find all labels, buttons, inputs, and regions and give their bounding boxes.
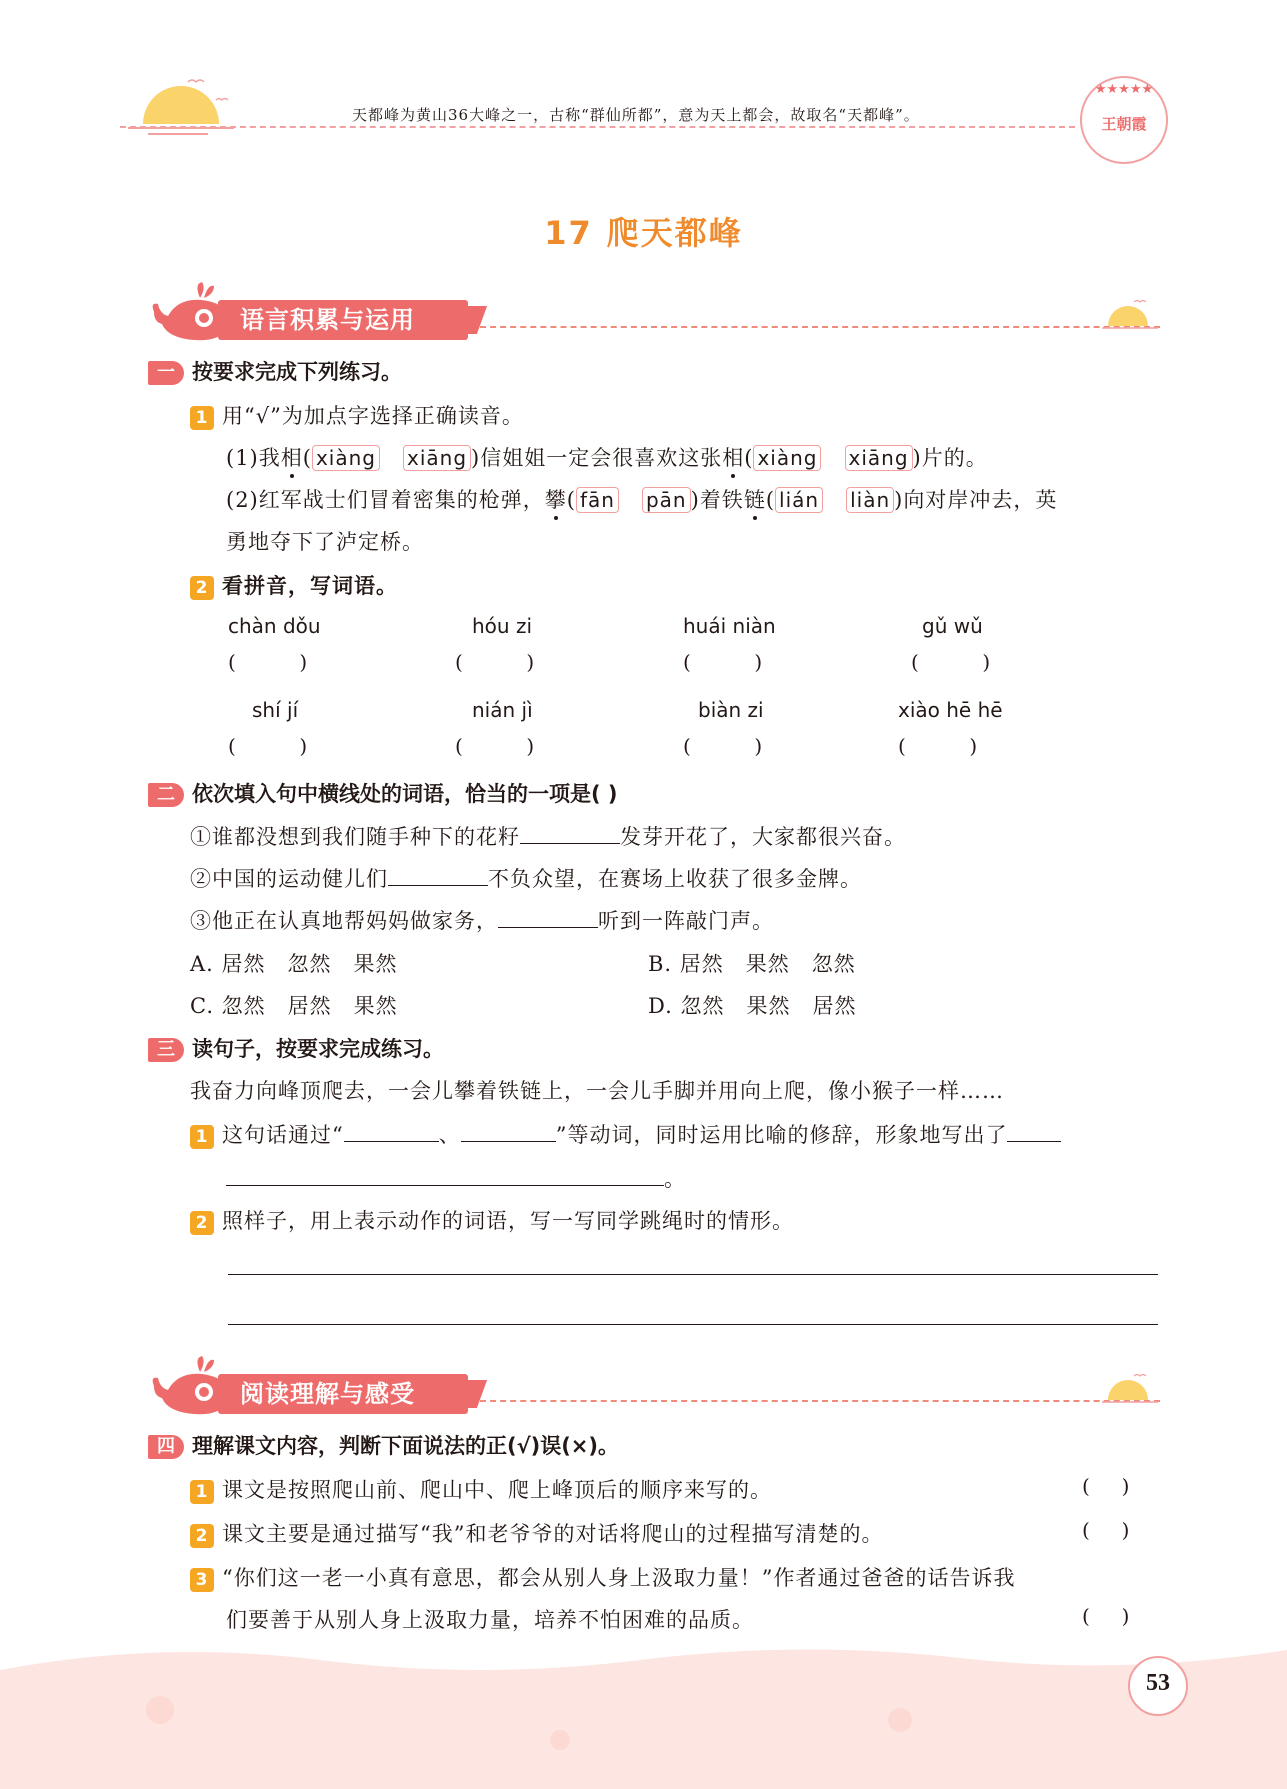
pinyin-option[interactable]: pān [642,487,691,513]
fill-blank[interactable] [520,823,620,844]
answer-blank[interactable]: ( ) [228,734,308,758]
text: 不负众望，在赛场上收获了很多金牌。 [488,867,862,891]
text: 。 [664,1167,686,1191]
dotted-char: 相 [280,446,303,470]
section-divider-1 [480,326,1160,328]
question-2-title: 依次填入句中横线处的词语，恰当的一项是( ) [192,782,618,806]
dotted-char: 链 [743,488,766,512]
judge-blank[interactable]: ( ) [1082,1604,1130,1628]
question-4-heading [148,1430,619,1460]
q4-item-2 [190,1518,883,1548]
pinyin-option[interactable]: lián [775,487,823,513]
q2-option-d[interactable]: D. 忽然 果然 居然 [648,994,857,1018]
pinyin-word: xiào hē hē [898,698,1003,722]
section-title-2: 阅读理解与感受 [218,1374,468,1414]
q2-sentence-1 [190,821,906,851]
fill-blank[interactable] [226,1165,664,1186]
answer-blank[interactable]: ( ) [455,650,535,674]
pinyin-option[interactable]: xiàng [312,445,380,471]
question-2-heading [148,778,618,808]
q3-sub1-number: 1 [190,1125,214,1149]
lesson-number: 17 [544,214,593,252]
header-sun-illustration [128,72,238,142]
section-sun-icon [1100,296,1160,336]
text: ( [566,488,576,512]
question-4-title: 理解课文内容，判断下面说法的正(√)误(×)。 [192,1434,619,1458]
q2-option-c[interactable]: C. 忽然 居然 果然 [190,994,398,1018]
q1-sub1-line1 [226,442,988,472]
text: 听到一阵敲门声。 [598,909,774,933]
answer-blank[interactable]: ( ) [683,650,763,674]
section-banner-2 [148,1352,488,1422]
text: 课文是按照爬山前、爬山中、爬上峰顶后的顺序来写的。 [222,1478,772,1502]
writing-line[interactable] [228,1324,1158,1325]
q4-item-1 [190,1474,772,1504]
header-divider [120,126,1075,128]
text: ①谁都没想到我们随手种下的花籽 [190,825,520,849]
q3-sub2 [190,1205,794,1235]
text: 这句话通过“ [222,1123,344,1147]
q2-option-b[interactable]: B. 居然 果然 忽然 [648,952,856,976]
pinyin-word: biàn zi [698,698,764,722]
answer-blank[interactable]: ( ) [898,734,978,758]
text: ( [765,488,776,512]
q4-item-3 [190,1562,1015,1592]
question-3-heading [148,1033,444,1063]
q1-sub1-text: 用“√”为加点字选择正确读音。 [222,404,524,428]
text: 发芽开花了，大家都很兴奋。 [620,825,906,849]
pinyin-word: huái niàn [683,614,776,638]
pinyin-word: gǔ wǔ [922,614,983,638]
section-title-1: 语言积累与运用 [218,300,468,340]
q3-sub2-number: 2 [190,1211,214,1235]
q4-item-number: 2 [190,1524,214,1548]
dotted-char: 攀 [544,488,567,512]
q2-sentence-2 [190,863,862,893]
fill-blank[interactable] [388,865,488,886]
judge-blank[interactable]: ( ) [1082,1518,1130,1542]
text: ②中国的运动健儿们 [190,867,388,891]
pinyin-word: hóu zi [472,614,532,638]
text: ( [302,446,312,470]
q3-sentence: 我奋力向峰顶爬去，一会儿攀着铁链上，一会儿手脚并用向上爬，像小猴子一样…… [190,1079,1004,1103]
q4-item-number: 3 [190,1568,214,1592]
pinyin-option[interactable]: xiāng [403,445,471,471]
q1-sub1-instruction [190,400,524,430]
question-1-badge: 一 [148,361,184,385]
section-banner-1 [148,278,488,348]
footer-wave-decoration [0,1640,1287,1789]
question-3-title: 读句子，按要求完成练习。 [192,1037,444,1061]
fill-blank[interactable] [498,907,598,928]
q1-sub2-text: 看拼音，写词语。 [222,574,398,598]
q1-sub2-instruction [190,570,398,600]
text: 照样子，用上表示动作的词语，写一写同学跳绳时的情形。 [222,1209,794,1233]
writing-line[interactable] [228,1274,1158,1275]
pinyin-word: chàn dǒu [228,614,321,638]
answer-blank[interactable]: ( ) [228,650,308,674]
logo-stars: ★★★★★ [1094,82,1154,97]
q4-item-3-continuation: 们要善于从别人身上汲取力量，培养不怕困难的品质。 [226,1608,754,1632]
question-3-badge: 三 [148,1038,184,1062]
text: 、 [438,1123,461,1147]
question-1-title: 按要求完成下列练习。 [192,360,402,384]
fill-blank[interactable] [461,1121,556,1142]
section-sun-icon [1100,1370,1160,1410]
page-number: 53 [1146,1670,1170,1696]
q3-sub1-continuation [226,1163,686,1193]
lesson-title [0,208,1287,254]
answer-blank[interactable]: ( ) [455,734,535,758]
fill-blank[interactable] [344,1121,439,1142]
question-2-badge: 二 [148,783,184,807]
q1-sub1-line2 [226,484,1057,514]
text: “你们这一老一小真有意思，都会从别人身上汲取力量！”作者通过爸爸的话告诉我 [222,1566,1016,1590]
q4-item-number: 1 [190,1480,214,1504]
brand-logo [1080,76,1168,164]
text: (2)红军战士们冒着密集的枪弹， [226,488,545,512]
pinyin-word: nián jì [472,698,533,722]
question-1-heading [148,356,402,386]
q3-sub1 [190,1119,1061,1149]
section-divider-2 [480,1400,1160,1402]
question-4-badge: 四 [148,1435,184,1459]
q2-sentence-3 [190,905,774,935]
logo-text: 王朝霞 [1101,115,1147,133]
answer-blank[interactable]: ( ) [683,734,763,758]
text: )片的。 [912,446,988,470]
text: ③他正在认真地帮妈妈做家务， [190,909,498,933]
answer-blank[interactable]: ( ) [911,650,991,674]
text: )信姐姐一定会很喜欢这张 [471,446,723,470]
text: )着铁 [690,488,744,512]
q1-sub1-number: 1 [190,406,214,430]
pinyin-option[interactable]: xiàng [753,445,821,471]
text: ( [744,446,754,470]
text: 课文主要是通过描写“我”和老爷爷的对话将爬山的过程描写清楚的。 [222,1522,884,1546]
header-note: 天都峰为黄山36大峰之一，古称“群仙所都”，意为天上都会，故取名“天都峰”。 [352,106,920,124]
dotted-char: 相 [722,446,745,470]
fill-blank[interactable] [1007,1121,1061,1142]
pinyin-option[interactable]: fān [576,487,619,513]
text: ”等动词，同时运用比喻的修辞，形象地写出了 [555,1123,1008,1147]
text: (1)我 [226,446,281,470]
pinyin-word: shí jí [252,698,299,722]
judge-blank[interactable]: ( ) [1082,1474,1130,1498]
q1-sub1-line3: 勇地夺下了泸定桥。 [226,530,424,554]
q2-option-a[interactable]: A. 居然 忽然 果然 [190,952,398,976]
pinyin-option[interactable]: liàn [846,487,894,513]
q1-sub2-number: 2 [190,576,214,600]
text: )向对岸冲去，英 [894,488,1058,512]
lesson-name: 爬天都峰 [606,214,743,252]
pinyin-option[interactable]: xiāng [845,445,913,471]
